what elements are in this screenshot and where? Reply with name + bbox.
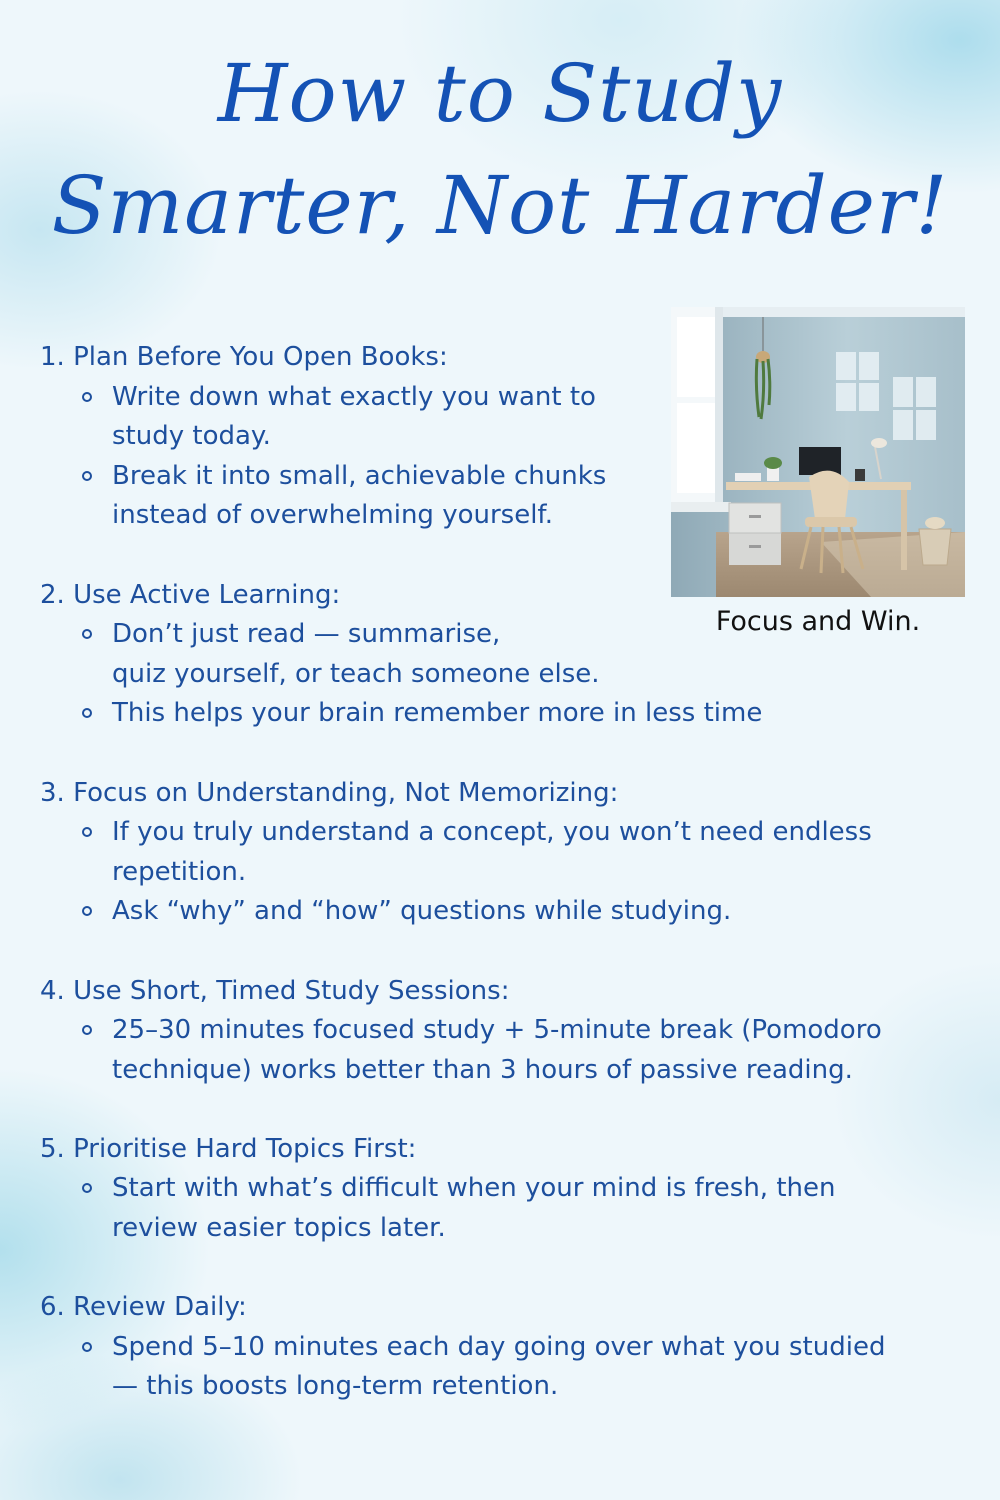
list-item <box>112 378 940 457</box>
bullet-list <box>40 615 940 734</box>
section-heading: 1. Plan Before You Open Books: <box>40 342 448 372</box>
bullet-list <box>40 1169 940 1248</box>
bullet-list <box>40 1328 940 1407</box>
title-line-2: Smarter, Not Harder! <box>51 159 949 252</box>
list-item <box>112 1169 940 1248</box>
tip-section-2 <box>40 576 940 734</box>
bullet-list <box>40 813 940 932</box>
bullet-circle-icon <box>82 471 92 481</box>
list-item <box>112 1011 940 1090</box>
tip-section-3 <box>40 774 940 932</box>
tip-section-5 <box>40 1130 940 1249</box>
list-item <box>112 694 940 734</box>
list-item <box>112 892 940 932</box>
bullet-circle-icon <box>82 1025 92 1035</box>
bullet-list <box>40 378 940 536</box>
tip-section-6 <box>40 1288 940 1407</box>
list-item <box>112 813 940 892</box>
section-heading: 5. Prioritise Hard Topics First: <box>40 1133 417 1164</box>
bullet-text: instead of overwhelming yourself. <box>112 500 553 531</box>
bullet-circle-icon <box>82 827 92 837</box>
bullet-text: review easier topics later. <box>112 1213 446 1244</box>
tip-section-1 <box>40 338 940 536</box>
section-heading: 3. Focus on Understanding, Not Memorizing: <box>40 777 619 808</box>
photo-caption: Focus and Win. <box>715 606 921 637</box>
list-item <box>112 1328 940 1407</box>
bullet-text: Ask “why” and “how” questions while studying. <box>112 896 732 927</box>
bullet-text: Spend 5–10 minutes each day going over what you studied <box>112 1331 886 1362</box>
page-title <box>0 38 1000 262</box>
bullet-text: If you truly understand a concept, you won’t need endless <box>112 817 872 848</box>
bullet-circle-icon <box>82 906 92 916</box>
bullet-text: technique) works better than 3 hours of passive reading. <box>112 1054 853 1085</box>
bullet-text: Write down what exactly you want to <box>112 381 596 412</box>
section-heading: 4. Use Short, Timed Study Sessions: <box>40 975 510 1006</box>
list-item <box>112 457 940 536</box>
bullet-text: Break it into small, achievable chunks <box>112 460 607 491</box>
bullet-circle-icon <box>82 1342 92 1352</box>
bullet-text: — this boosts long-term retention. <box>112 1371 559 1402</box>
bullet-text: This helps your brain remember more in less time <box>112 698 763 729</box>
list-item <box>112 615 940 694</box>
tip-section-4 <box>40 972 940 1091</box>
bullet-circle-icon <box>82 1183 92 1193</box>
bullet-list <box>40 1011 940 1090</box>
bullet-circle-icon <box>82 629 92 639</box>
section-heading: 2. Use Active Learning: <box>40 579 341 610</box>
section-heading: 6. Review Daily: <box>40 1292 247 1323</box>
bullet-text: 25–30 minutes focused study + 5-minute break (Pomodoro <box>112 1015 882 1046</box>
bullet-text: Don’t just read — summarise, <box>112 619 501 650</box>
bullet-circle-icon <box>82 708 92 718</box>
bullet-text: repetition. <box>112 856 247 887</box>
title-line-1: How to Study <box>217 47 783 140</box>
bullet-text: Start with what’s difficult when your mind is fresh, then <box>112 1173 836 1204</box>
bullet-text: quiz yourself, or teach someone else. <box>112 658 600 689</box>
bullet-text: study today. <box>112 421 271 452</box>
study-tips-list <box>40 338 940 1447</box>
bullet-circle-icon <box>82 392 92 402</box>
